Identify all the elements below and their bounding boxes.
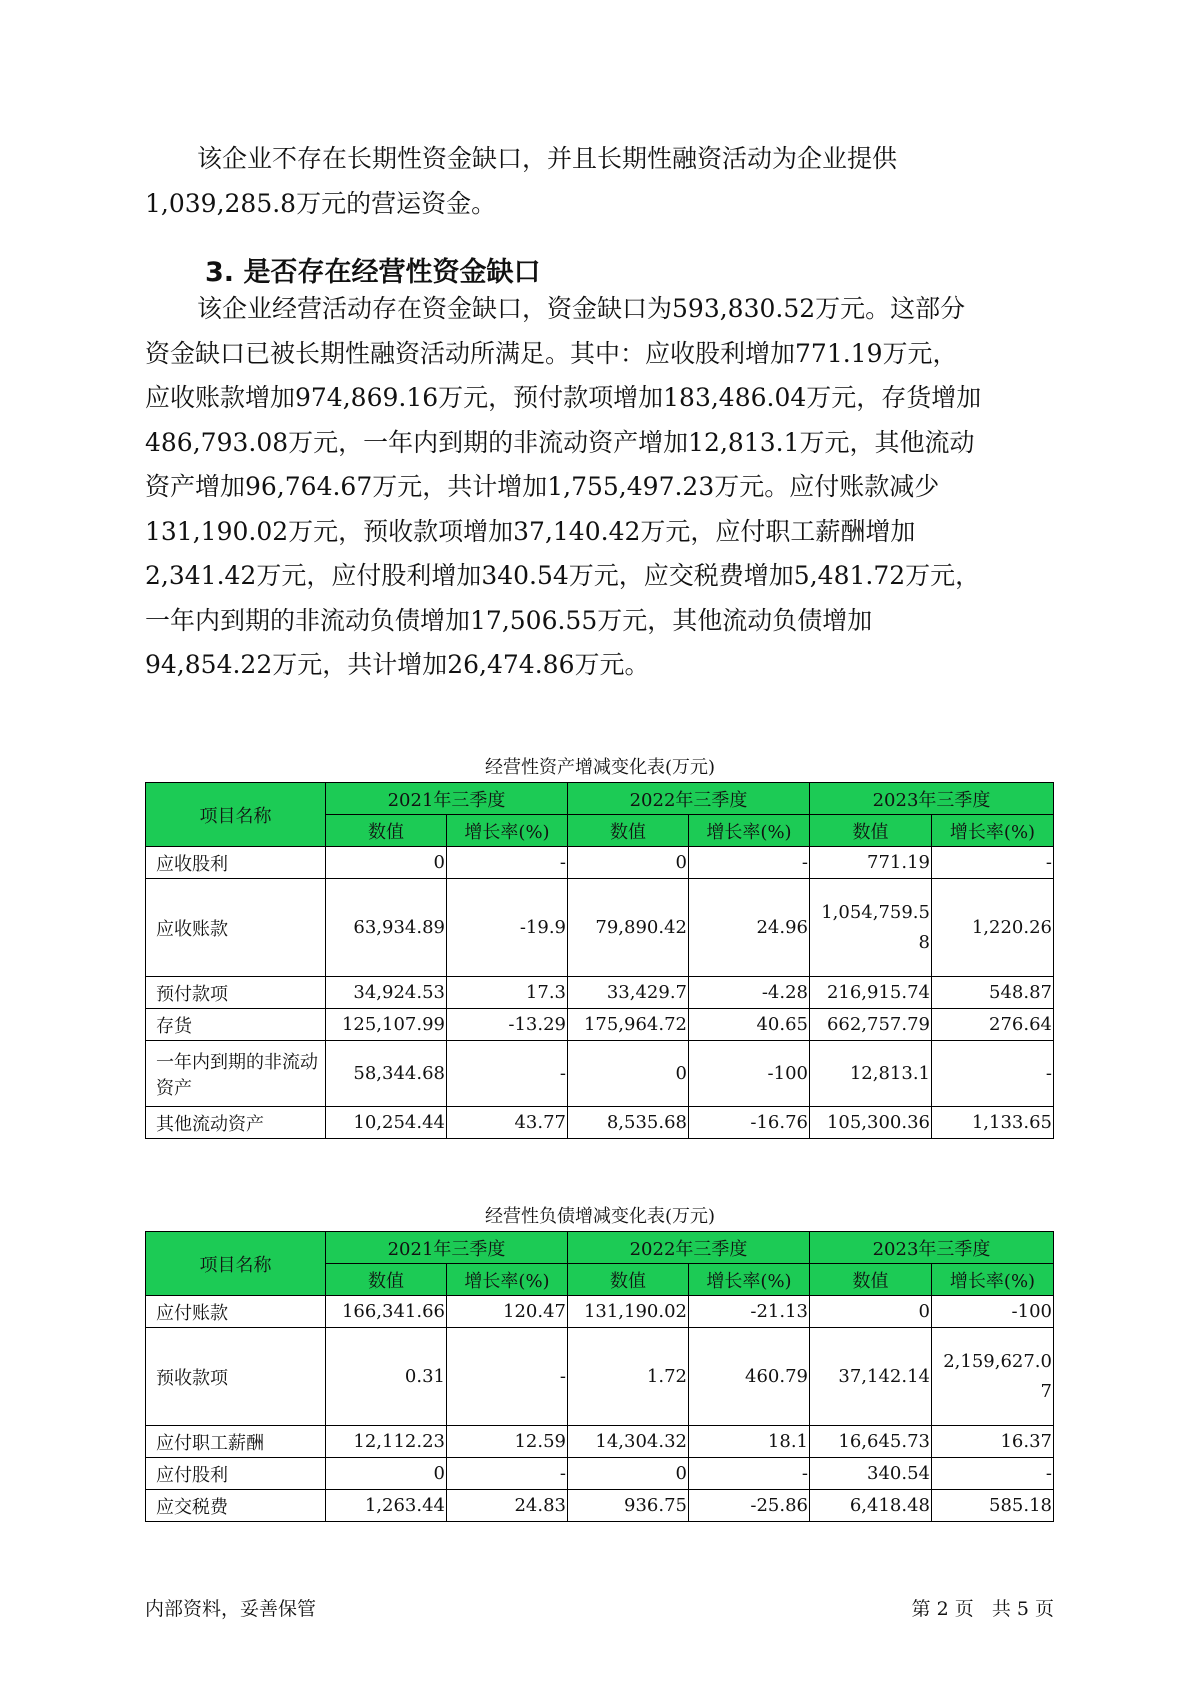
table-row	[146, 847, 1054, 879]
cell-growth-rate: -25.86	[689, 1490, 810, 1522]
cell-growth-rate: 16.37	[932, 1426, 1054, 1458]
cell-growth-rate: -100	[932, 1296, 1054, 1328]
header-period: 2023年三季度	[810, 783, 1054, 815]
cell-value: 63,934.89	[326, 879, 447, 977]
table-row	[146, 1328, 1054, 1426]
cell-growth-rate: -13.29	[447, 1009, 568, 1041]
table-row	[146, 977, 1054, 1009]
cell-value: 216,915.74	[810, 977, 932, 1009]
cell-value: 0	[326, 1458, 447, 1490]
row-item-name: 应付股利	[146, 1458, 326, 1490]
paragraph-line: 94,854.22万元，共计增加26,474.86万元。	[145, 650, 650, 679]
header-growth-rate: 增长率(%)	[447, 815, 568, 847]
cell-growth-rate: 24.96	[689, 879, 810, 977]
table-row	[146, 1041, 1054, 1107]
cell-value: 0	[568, 1041, 689, 1107]
cell-value: 58,344.68	[326, 1041, 447, 1107]
cell-growth-rate: 548.87	[932, 977, 1054, 1009]
cell-value: 33,429.7	[568, 977, 689, 1009]
cell-growth-rate: -	[932, 1458, 1054, 1490]
cell-value: 166,341.66	[326, 1296, 447, 1328]
cell-growth-rate: -21.13	[689, 1296, 810, 1328]
cell-value: 0	[326, 847, 447, 879]
table-caption-liabilities: 经营性负债增减变化表(万元)	[484, 1206, 716, 1227]
table-row	[146, 879, 1054, 977]
liabilities-change-table	[145, 1231, 1054, 1522]
cell-growth-rate: -	[932, 847, 1054, 879]
cell-value: 1,054,759.58	[810, 879, 932, 977]
cell-value: 34,924.53	[326, 977, 447, 1009]
cell-growth-rate: -100	[689, 1041, 810, 1107]
row-item-name: 应付职工薪酬	[146, 1426, 326, 1458]
cell-growth-rate: -	[932, 1041, 1054, 1107]
row-item-name: 应付账款	[146, 1296, 326, 1328]
cell-value: 175,964.72	[568, 1009, 689, 1041]
row-item-name: 预收款项	[146, 1328, 326, 1426]
cell-value: 8,535.68	[568, 1107, 689, 1139]
header-growth-rate: 增长率(%)	[932, 815, 1054, 847]
cell-growth-rate: 1,133.65	[932, 1107, 1054, 1139]
paragraph-operating-gap	[145, 287, 1055, 688]
header-value: 数值	[810, 815, 932, 847]
cell-value: 662,757.79	[810, 1009, 932, 1041]
header-value: 数值	[326, 815, 447, 847]
cell-value: 131,190.02	[568, 1296, 689, 1328]
cell-value: 125,107.99	[326, 1009, 447, 1041]
paragraph-line: 2,341.42万元，应付股利增加340.54万元，应交税费增加5,481.72万元，	[145, 561, 981, 590]
cell-value: 936.75	[568, 1490, 689, 1522]
cell-growth-rate: -19.9	[447, 879, 568, 977]
cell-value: 0	[568, 847, 689, 879]
header-value: 数值	[568, 815, 689, 847]
table-row	[146, 1107, 1054, 1139]
footer-page-number: 第 2 页 共 5 页	[911, 1598, 1054, 1620]
cell-value: 771.19	[810, 847, 932, 879]
cell-value: 105,300.36	[810, 1107, 932, 1139]
cell-growth-rate: -	[447, 1328, 568, 1426]
cell-value: 37,142.14	[810, 1328, 932, 1426]
cell-growth-rate: 120.47	[447, 1296, 568, 1328]
header-period: 2022年三季度	[568, 783, 810, 815]
footer-confidential-note: 内部资料，妥善保管	[145, 1598, 317, 1620]
table-row	[146, 1009, 1054, 1041]
assets-change-table	[145, 782, 1054, 1139]
cell-growth-rate: 40.65	[689, 1009, 810, 1041]
row-item-name: 应收账款	[146, 879, 326, 977]
row-item-name: 应收股利	[146, 847, 326, 879]
paragraph-line: 该企业经营活动存在资金缺口，资金缺口为593,830.52万元。这部分	[197, 294, 966, 323]
cell-value: 340.54	[810, 1458, 932, 1490]
cell-value: 14,304.32	[568, 1426, 689, 1458]
cell-value: 12,813.1	[810, 1041, 932, 1107]
cell-growth-rate: 276.64	[932, 1009, 1054, 1041]
paragraph-line: 该企业不存在长期性资金缺口，并且长期性融资活动为企业提供	[197, 144, 898, 173]
cell-growth-rate: -16.76	[689, 1107, 810, 1139]
header-value: 数值	[326, 1264, 447, 1296]
cell-growth-rate: 2,159,627.07	[932, 1328, 1054, 1426]
cell-value: 1.72	[568, 1328, 689, 1426]
table-row	[146, 1458, 1054, 1490]
cell-value: 0.31	[326, 1328, 447, 1426]
paragraph-line: 资金缺口已被长期性融资活动所满足。其中：应收股利增加771.19万元，	[145, 338, 958, 368]
cell-growth-rate: -4.28	[689, 977, 810, 1009]
header-value: 数值	[810, 1264, 932, 1296]
row-item-name: 预付款项	[146, 977, 326, 1009]
paragraph-long-term	[145, 137, 1055, 226]
cell-value: 0	[810, 1296, 932, 1328]
cell-growth-rate: 17.3	[447, 977, 568, 1009]
cell-value: 79,890.42	[568, 879, 689, 977]
cell-growth-rate: 12.59	[447, 1426, 568, 1458]
header-period: 2022年三季度	[568, 1232, 810, 1264]
paragraph-line: 资产增加96,764.67万元，共计增加1,755,497.23万元。应付账款减少	[145, 472, 940, 501]
row-item-name: 一年内到期的非流动资产	[146, 1041, 326, 1107]
header-item-name: 项目名称	[146, 783, 326, 847]
cell-growth-rate: 585.18	[932, 1490, 1054, 1522]
cell-growth-rate: -	[447, 1458, 568, 1490]
cell-growth-rate: 1,220.26	[932, 879, 1054, 977]
cell-value: 16,645.73	[810, 1426, 932, 1458]
cell-growth-rate: -	[689, 1458, 810, 1490]
cell-value: 6,418.48	[810, 1490, 932, 1522]
cell-growth-rate: 43.77	[447, 1107, 568, 1139]
header-growth-rate: 增长率(%)	[689, 1264, 810, 1296]
cell-growth-rate: 24.83	[447, 1490, 568, 1522]
header-growth-rate: 增长率(%)	[689, 815, 810, 847]
cell-value: 10,254.44	[326, 1107, 447, 1139]
table-row	[146, 1426, 1054, 1458]
paragraph-line: 131,190.02万元，预收款项增加37,140.42万元，应付职工薪酬增加	[145, 516, 916, 546]
cell-growth-rate: -	[447, 1041, 568, 1107]
cell-value: 12,112.23	[326, 1426, 447, 1458]
cell-growth-rate: 18.1	[689, 1426, 810, 1458]
header-period: 2021年三季度	[326, 783, 568, 815]
table-row	[146, 1490, 1054, 1522]
cell-growth-rate: -	[689, 847, 810, 879]
paragraph-line: 应收账款增加974,869.16万元，预付款项增加183,486.04万元，存货增加	[145, 383, 982, 412]
paragraph-line: 1,039,285.8万元的营运资金。	[145, 188, 497, 218]
paragraph-line: 一年内到期的非流动负债增加17,506.55万元，其他流动负债增加	[145, 605, 873, 635]
paragraph-line: 486,793.08万元，一年内到期的非流动资产增加12,813.1万元，其他流动	[145, 427, 975, 457]
row-item-name: 存货	[146, 1009, 326, 1041]
header-growth-rate: 增长率(%)	[932, 1264, 1054, 1296]
table-row	[146, 1296, 1054, 1328]
cell-value: 1,263.44	[326, 1490, 447, 1522]
section-heading: 3. 是否存在经营性资金缺口	[205, 257, 541, 288]
table-caption-assets: 经营性资产增减变化表(万元)	[484, 757, 716, 778]
cell-value: 0	[568, 1458, 689, 1490]
header-growth-rate: 增长率(%)	[447, 1264, 568, 1296]
cell-growth-rate: -	[447, 847, 568, 879]
header-item-name: 项目名称	[146, 1232, 326, 1296]
header-value: 数值	[568, 1264, 689, 1296]
cell-growth-rate: 460.79	[689, 1328, 810, 1426]
header-period: 2021年三季度	[326, 1232, 568, 1264]
header-period: 2023年三季度	[810, 1232, 1054, 1264]
row-item-name: 其他流动资产	[146, 1107, 326, 1139]
row-item-name: 应交税费	[146, 1490, 326, 1522]
